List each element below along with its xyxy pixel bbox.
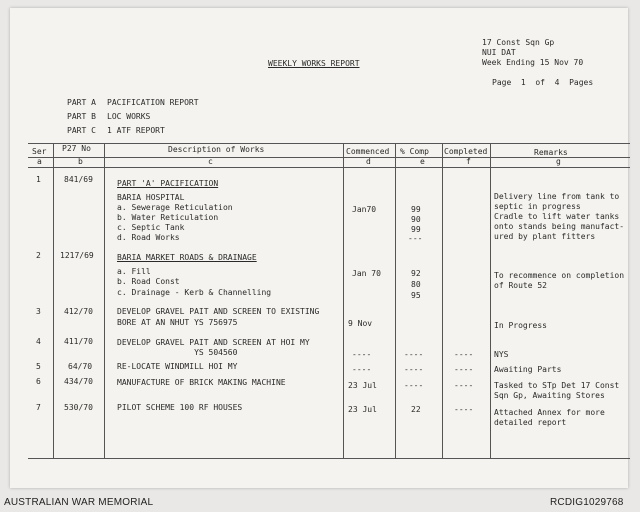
row-5-p27: 64/70 bbox=[68, 362, 93, 371]
row-2-remarks: To recommence on completion bbox=[494, 271, 625, 280]
row-1-commenced: Jan70 bbox=[352, 205, 377, 214]
row-1-desc-line: d. Road Works bbox=[117, 233, 180, 242]
row-7-remarks: Attached Annex for more bbox=[494, 408, 605, 417]
row-7-completed: ---- bbox=[454, 405, 474, 414]
part-b-text: LOC WORKS bbox=[107, 112, 151, 121]
col-divider bbox=[104, 143, 105, 458]
row-6-p27: 434/70 bbox=[64, 377, 93, 386]
row-1-p27: 841/69 bbox=[64, 175, 93, 184]
table-bottom-rule bbox=[28, 458, 630, 459]
row-5-completed: ---- bbox=[454, 365, 474, 374]
part-a-text: PACIFICATION REPORT bbox=[107, 98, 199, 107]
row-7-p27: 530/70 bbox=[64, 403, 93, 412]
row-5-remarks: Awaiting Parts bbox=[494, 365, 562, 374]
row-2-commenced: Jan 70 bbox=[352, 269, 381, 278]
row-7-remarks: detailed report bbox=[494, 418, 567, 427]
col-header-comp: % Comp bbox=[400, 147, 429, 156]
row-5-desc-line: RE-LOCATE WINDMILL HOI MY bbox=[117, 362, 238, 371]
part-c-text: 1 ATF REPORT bbox=[107, 126, 165, 135]
row-2-desc-line: c. Drainage - Kerb & Channelling bbox=[117, 288, 272, 297]
part-b-label: PART B bbox=[67, 112, 96, 121]
row-5-commenced: ---- bbox=[352, 365, 372, 374]
part-c-label: PART C bbox=[67, 126, 96, 135]
col-letter-e: e bbox=[420, 157, 425, 166]
row-2-comp: 92 bbox=[411, 269, 421, 278]
row-1-remarks: Delivery line from tank to bbox=[494, 192, 620, 201]
row-2-desc-line: b. Road Const bbox=[117, 277, 180, 286]
row-7-desc-line: PILOT SCHEME 100 RF HOUSES bbox=[117, 403, 243, 412]
row-6-comp: ---- bbox=[404, 381, 424, 390]
col-header-completed: Completed bbox=[444, 147, 488, 156]
row-1-ser: 1 bbox=[36, 175, 41, 184]
col-divider bbox=[343, 143, 344, 458]
col-divider bbox=[442, 143, 443, 458]
header-bottom-rule bbox=[28, 167, 630, 168]
row-4-comp: ---- bbox=[404, 350, 424, 359]
col-letter-f: f bbox=[466, 157, 471, 166]
row-6-ser: 6 bbox=[36, 377, 41, 386]
row-4-desc-line: DEVELOP GRAVEL PAIT AND SCREEN AT HOI MY bbox=[117, 338, 310, 347]
col-header-commenced: Commenced bbox=[346, 147, 390, 156]
col-divider bbox=[490, 143, 491, 458]
location: NUI DAT bbox=[482, 48, 516, 57]
row-3-desc-line: BORE AT AN NHUT YS 756975 bbox=[117, 318, 238, 327]
row-4-commenced: ---- bbox=[352, 350, 372, 359]
row-3-ser: 3 bbox=[36, 307, 41, 316]
col-letter-d: d bbox=[366, 157, 371, 166]
unit-name: 17 Const Sqn Gp bbox=[482, 38, 555, 47]
col-letter-a: a bbox=[37, 157, 42, 166]
col-divider bbox=[395, 143, 396, 458]
col-header-remarks: Remarks bbox=[534, 148, 568, 157]
row-4-remarks: NYS bbox=[494, 350, 509, 359]
footer-record-id: RCDIG1029768 bbox=[550, 497, 624, 508]
row-2-p27: 1217/69 bbox=[60, 251, 94, 260]
row-1-desc-title: PART 'A' PACIFICATION bbox=[117, 179, 219, 188]
report-title: WEEKLY WORKS REPORT bbox=[268, 59, 360, 68]
week-ending: Week Ending 15 Nov 70 bbox=[482, 58, 584, 67]
row-6-remarks: Tasked to STp Det 17 Const bbox=[494, 381, 620, 390]
row-1-comp: --- bbox=[408, 234, 423, 243]
table-top-rule bbox=[28, 143, 630, 144]
row-1-remarks: Cradle to lift water tanks bbox=[494, 212, 620, 221]
row-7-comp: 22 bbox=[411, 405, 421, 414]
row-2-remarks: of Route 52 bbox=[494, 281, 547, 290]
row-1-remarks: onto stands being manufact- bbox=[494, 222, 625, 231]
row-4-completed: ---- bbox=[454, 350, 474, 359]
row-1-desc-line: a. Sewerage Reticulation bbox=[117, 203, 233, 212]
row-2-comp: 95 bbox=[411, 291, 421, 300]
row-1-comp: 90 bbox=[411, 215, 421, 224]
row-2-comp: 80 bbox=[411, 280, 421, 289]
row-1-desc-line: b. Water Reticulation bbox=[117, 213, 219, 222]
row-5-comp: ---- bbox=[404, 365, 424, 374]
col-header-p27: P27 No bbox=[62, 144, 91, 153]
row-1-remarks: septic in progress bbox=[494, 202, 581, 211]
row-2-desc-line: a. Fill bbox=[117, 267, 151, 276]
row-1-comp: 99 bbox=[411, 225, 421, 234]
col-header-description: Description of Works bbox=[168, 145, 265, 154]
col-letter-g: g bbox=[556, 157, 561, 166]
row-7-commenced: 23 Jul bbox=[348, 405, 377, 414]
row-2-ser: 2 bbox=[36, 251, 41, 260]
col-divider bbox=[53, 143, 54, 458]
col-letter-c: c bbox=[208, 157, 213, 166]
row-6-commenced: 23 Jul bbox=[348, 381, 377, 390]
row-6-remarks: Sqn Gp, Awaiting Stores bbox=[494, 391, 605, 400]
row-1-comp: 99 bbox=[411, 205, 421, 214]
row-4-ser: 4 bbox=[36, 337, 41, 346]
col-letter-b: b bbox=[78, 157, 83, 166]
row-3-remarks: In Progress bbox=[494, 321, 547, 330]
row-3-p27: 412/70 bbox=[64, 307, 93, 316]
row-4-desc-line: YS 504560 bbox=[117, 348, 238, 357]
row-4-p27: 411/70 bbox=[64, 337, 93, 346]
page-number: Page 1 of 4 Pages bbox=[492, 78, 594, 87]
row-1-remarks: ured by plant fitters bbox=[494, 232, 596, 241]
row-3-commenced: 9 Nov bbox=[348, 319, 373, 328]
row-5-ser: 5 bbox=[36, 362, 41, 371]
row-2-desc-title: BARIA MARKET ROADS & DRAINAGE bbox=[117, 253, 257, 262]
footer-institution: AUSTRALIAN WAR MEMORIAL bbox=[4, 497, 154, 508]
row-3-desc-line: DEVELOP GRAVEL PAIT AND SCREEN TO EXISTING bbox=[117, 307, 320, 316]
row-7-ser: 7 bbox=[36, 403, 41, 412]
row-1-desc-line: BARIA HOSPITAL bbox=[117, 193, 185, 202]
part-a-label: PART A bbox=[67, 98, 96, 107]
row-6-desc-line: MANUFACTURE OF BRICK MAKING MACHINE bbox=[117, 378, 286, 387]
col-header-ser: Ser bbox=[32, 147, 47, 156]
row-1-desc-line: c. Septic Tank bbox=[117, 223, 185, 232]
row-6-completed: ---- bbox=[454, 381, 474, 390]
